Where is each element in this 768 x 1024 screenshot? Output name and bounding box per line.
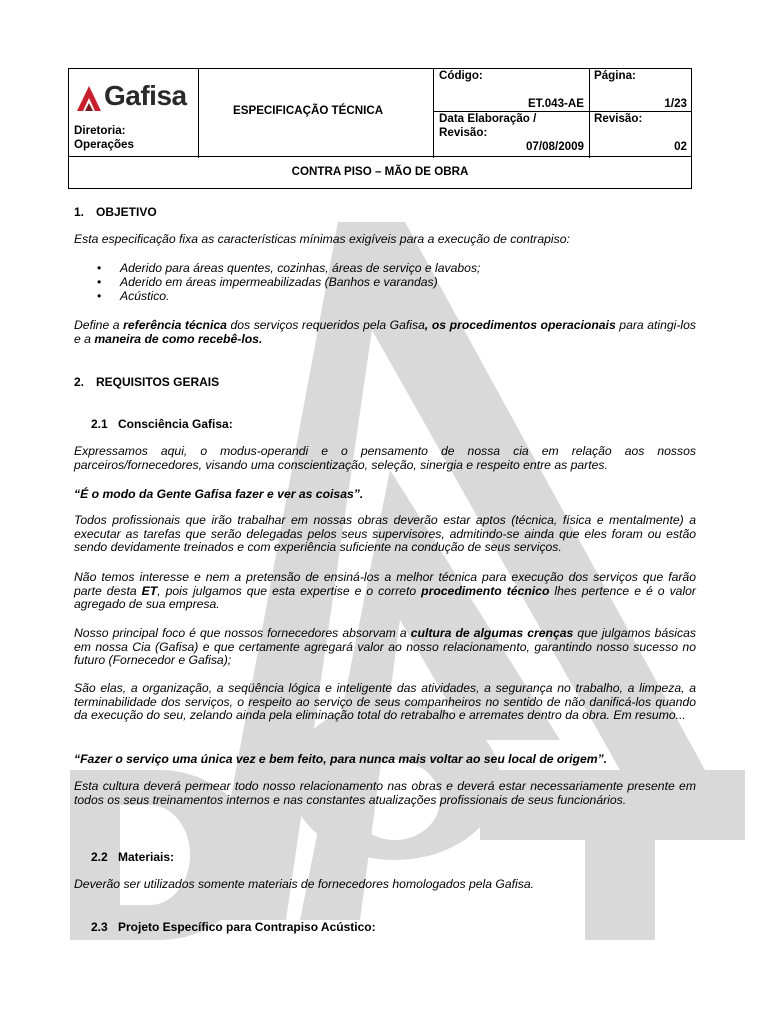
section-1-title: OBJETIVO	[96, 205, 157, 219]
data-value: 07/08/2009	[525, 140, 584, 153]
data-elaboracao-label: Data Elaboração /	[439, 112, 537, 125]
section-2-number: 2.	[74, 375, 85, 389]
pagina-label: Página:	[594, 69, 636, 82]
data-revisao-label: Revisão:	[439, 126, 488, 139]
quote-fazer-servico: “Fazer o serviço uma única vez e bem feito, para nunca mais voltar ao seu local de origem”.	[74, 752, 608, 766]
list-item: • Aderido em áreas impermeabilizadas (Banhos e varandas)	[97, 274, 438, 289]
paragraph-sao-elas: São elas, a organização, a seqüência lógica e inteligente das atividades, a segurança no trabalho, a limpeza, a terminabilidade dos serviços, o respeito ao serviço de seus companheiros no sentido de não danificá-los quando da execução do seu, zelando ainda pela eliminação total do retrabalho e arremates dentro da obra. Em resumo...	[74, 681, 696, 723]
diretoria-label: Diretoria:	[74, 124, 126, 137]
list-item: • Aderido para áreas quentes, cozinhas, áreas de serviço e lavabos;	[97, 261, 481, 275]
paragraph-modus-operandi: Expressamos aqui, o modus-operandi e o pensamento de nossa cia em relação aos nossos parceiros/fornecedores, visando uma conscientização, seleção, sinergia e respeito entre as partes.	[74, 444, 696, 472]
paragraph-foco: Nosso principal foco é que nossos fornecedores absorvam a cultura de algumas crenças que julgamos básicas em nossa Cia (Gafisa) e que certamente agregará valor ao nosso relacionamento, garantindo nosso sucesso no futuro (Fornecedor e Gafisa);	[74, 626, 696, 668]
paragraph-cultura: Esta cultura deverá permear todo nosso relacionamento nas obras e deverá estar necessariamente presente em todos os seus treinamentos internos e nas constantes atualizações profissionais de seus funcionários.	[74, 779, 696, 807]
codigo-label: Código:	[439, 69, 483, 82]
list-item: • Acústico.	[97, 288, 170, 303]
gafisa-logo	[75, 80, 199, 115]
section-2-3-heading: 2.3 Projeto Específico para Contrapiso Acústico:	[91, 920, 376, 934]
gafisa-logo-text: Gafisa	[104, 80, 187, 111]
section-2-1-heading: 2.1 Consciência Gafisa:	[91, 417, 233, 431]
revisao-label: Revisão:	[594, 112, 643, 125]
section-1-intro: Esta especificação fixa as características mínimas exigíveis para a execução de contrapiso:	[74, 232, 570, 246]
section-1-bullet-list	[74, 262, 480, 303]
document-title: CONTRA PISO – MÃO DE OBRA	[291, 165, 469, 178]
diretoria-value: Operações	[74, 138, 134, 151]
section-1-number: 1.	[74, 205, 85, 219]
pagina-value: 1/23	[664, 97, 687, 110]
doc-type-title: ESPECIFICAÇÃO TÉCNICA	[233, 104, 384, 117]
document-header-table	[68, 68, 692, 189]
section-2-2-heading: 2.2 Materiais:	[91, 850, 175, 864]
paragraph-profissionais: Todos profissionais que irão trabalhar em nossas obras deverão estar aptos (técnica, física e mentalmente) a executar as tarefas que serão delegadas pelos seus supervisores, admitindo-se ainda que eles foram ou estão sendo devidamente treinados e com experiência suficiente na condução de seus serviços.	[74, 513, 696, 555]
paragraph-interesse: Não temos interesse e nem a pretensão de ensiná-los a melhor técnica para execução dos serviços que farão parte desta ET, pois julgamos que esta expertise e o correto procedimento técnico lhes pertence e é o valor agregado de sua empresa.	[74, 570, 696, 612]
section-1-heading	[74, 205, 157, 219]
revisao-value: 02	[674, 140, 687, 153]
codigo-value: ET.043-AE	[527, 97, 584, 110]
quote-modo-gafisa: “É o modo da Gente Gafisa fazer e ver as coisas”.	[74, 487, 364, 501]
paragraph-materiais: Deverão ser utilizados somente materiais de fornecedores homologados pela Gafisa.	[74, 877, 534, 891]
section-2-heading	[74, 375, 219, 389]
gafisa-logo-icon	[75, 83, 105, 113]
section-1-define-paragraph: Define a referência técnica dos serviços requeridos pela Gafisa, os procedimentos operacionais para atingi-los e a maneira de como recebê-los.	[74, 318, 697, 346]
section-2-title: REQUISITOS GERAIS	[96, 375, 220, 389]
